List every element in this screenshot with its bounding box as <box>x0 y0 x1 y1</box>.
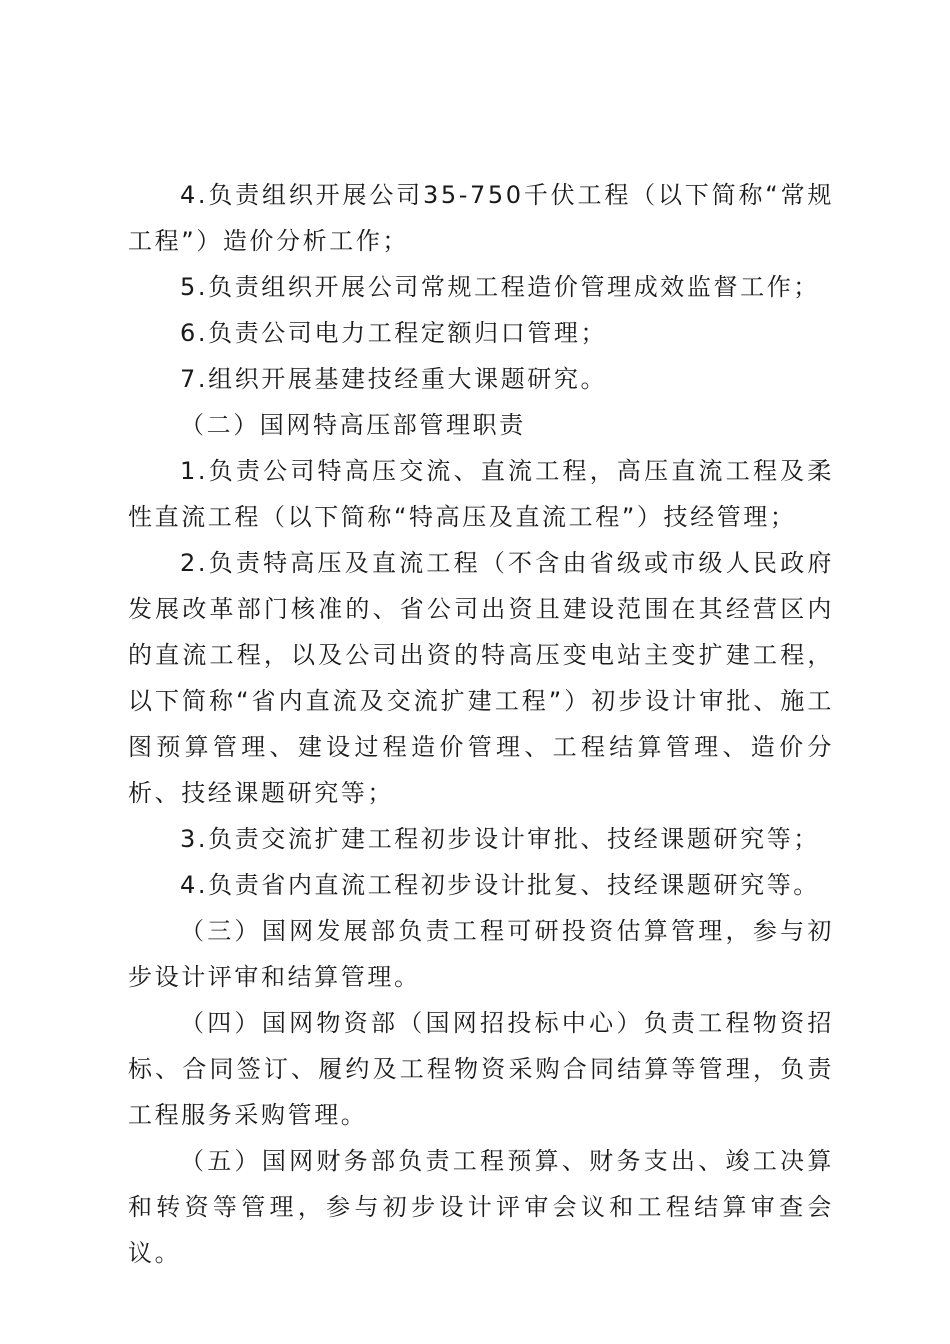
section-development-department: （三）国网发展部负责工程可研投资估算管理，参与初步设计评审和结算管理。 <box>128 917 834 991</box>
paragraph-uhv-item-2: 2.负责特高压及直流工程（不含由省级或市级人民政府发展改革部门核准的、省公司出资且建设范围在其经营区内的直流工程，以及公司出资的特高压变电站主变扩建工程，以下简称“省内直流及交流扩建工程”）初步设计审批、施工图预算管理、建设过程造价管理、工程结算管理、造价分析、技经课题研究等； <box>128 549 834 807</box>
paragraph-item-7: 7.组织开展基建技经重大课题研究。 <box>180 365 608 393</box>
paragraph-uhv-item-1: 1.负责公司特高压交流、直流工程，高压直流工程及柔性直流工程（以下简称“特高压及直流工程”）技经管理； <box>128 457 834 531</box>
section-heading-uhv-department: （二）国网特高压部管理职责 <box>180 411 526 439</box>
paragraph-uhv-item-4: 4.负责省内直流工程初步设计批复、技经课题研究等。 <box>180 871 820 899</box>
paragraph-uhv-item-3: 3.负责交流扩建工程初步设计审批、技经课题研究等； <box>180 825 820 853</box>
paragraph-item-6: 6.负责公司电力工程定额归口管理； <box>180 319 608 347</box>
paragraph-item-5: 5.负责组织开展公司常规工程造价管理成效监督工作； <box>180 273 820 301</box>
paragraph-item-4: 4.负责组织开展公司35-750千伏工程（以下简称“常规工程”）造价分析工作； <box>128 181 834 255</box>
section-materials-department: （四）国网物资部（国网招投标中心）负责工程物资招标、合同签订、履约及工程物资采购合同结算等管理，负责工程服务采购管理。 <box>128 1009 834 1129</box>
document-body <box>128 172 834 1276</box>
section-finance-department: （五）国网财务部负责工程预算、财务支出、竣工决算和转资等管理，参与初步设计评审会议和工程结算审查会议。 <box>128 1147 834 1267</box>
